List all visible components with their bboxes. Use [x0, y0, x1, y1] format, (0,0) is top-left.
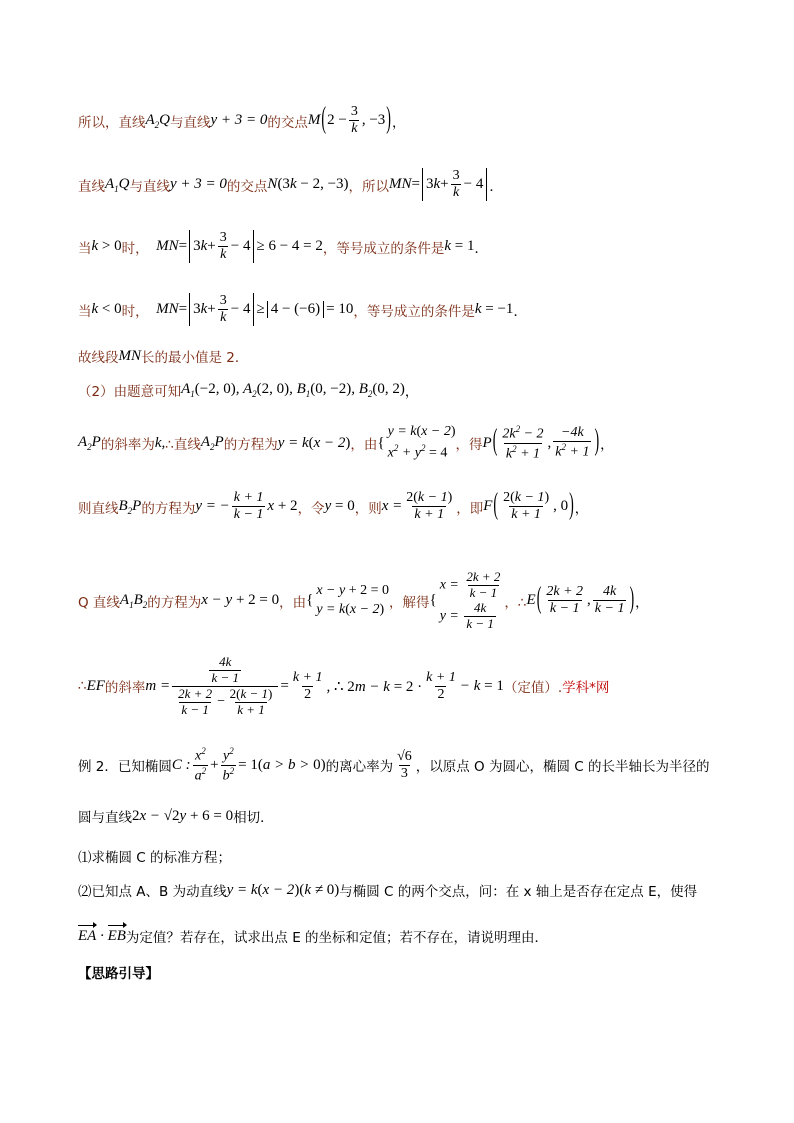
section-heading-guide: 【思路引导】: [78, 966, 159, 982]
question-1: ⑴求椭圆 C 的标准方程；: [78, 850, 232, 866]
solution-line-7: $A_2P$ 的斜率为 k, ∴直线 $A_2P$ 的方程为 y = k(x − 2) ，由 { y = k(x − 2) $x^2 + y^2 = 4$ ，得 P ( $\frac{2k^2 - 2}{k^2 + 1}$ , $\frac{-4k}{k^2 + 1}$ ) ，: [78, 423, 614, 462]
question-2: ⑵已知点 A、B 为动直线 y = k(x − 2)(k ≠ 0) 与椭圆 C 的两个交点，问：在 x 轴上是否存在定点 E，使得: [78, 881, 698, 900]
example-2-line-2: 圆与直线 2x − √2y + 6 = 0 相切．: [78, 807, 274, 826]
question-2-continued: EA · EB 为定值？若存在，试求出点 E 的坐标和定值；若不存在，请说明理由．: [78, 927, 549, 946]
solution-line-5: 故线段 MN 长的最小值是 2．: [78, 347, 249, 366]
solution-line-1: 所以，直线 $A_2Q$ 与直线 y + 3 = 0 的交点 M ( 2 − $\frac{3}{k}$ , −3 ) ，: [78, 102, 406, 137]
solution-line-6: （2）由题意可知 $A_1(-2$, 0), $A_2(2$, 0), $B_1(0$, −2), $B_2(0$, 2) ，: [78, 381, 419, 400]
solution-line-9: Q 直线 $A_1B_2$ 的方程为 x − y + 2 = 0 ，由 { x − y + 2 = 0 y = k(x − 2) ，解得 { x = $\frac{2k + 2}{k - 1}$ y = $\frac{4k}{k - 1}$ ，∴ E ( $\frac{2k + 2}{k - 1}$ , $\frac{4k}{k - 1}$ ) ，: [78, 569, 649, 631]
solution-line-3: 当 k > 0 时， MN = 3 k + $\frac{3}{k}$ − 4 ≥ 6 − 4 = 2 ，等号成立的条件是 k = 1 ．: [78, 230, 489, 263]
solution-line-8: 则直线 $B_2P$ 的方程为 y = − $\frac{k + 1}{k - 1}$ x + 2 ，令 y = 0 ，则 x = $\frac{2(k - 1)}{k + 1}$ ，即 F ( $\frac{2(k - 1)}{k + 1}$ , 0 ) ，: [78, 488, 589, 523]
solution-line-4: 当 k < 0 时， MN = 3 k + $\frac{3}{k}$ − 4 ≥ 4 − (−6) = 10 ，等号成立的条件是 k = −1 ．: [78, 293, 527, 326]
example-2-line-1: 例 2．已知椭圆 C : $\frac{x^2}{a^2}$ + $\frac{y^2}{b^2}$ = 1(a > b > 0) 的离心率为 $\frac{√6}{3}$ ，以原点 O 为圆心，椭圆 C 的长半轴长为半径的: [78, 746, 710, 784]
solution-line-2: 直线 $A_1Q$ 与直线 y + 3 = 0 的交点 N(3k − 2, −3) ，所以 MN = 3 k + $\frac{3}{k}$ − 4 ．: [78, 168, 503, 201]
solution-line-10: ∴ EF 的斜率 m = $\frac{4k}{k - 1}$ $\frac{2k + 2}{k - 1}$ − $\frac{2(k - 1)}{k + 1}$ = $\frac{k + 1}{2}$ , ∴ 2m − k = 2 · $\frac{k + 1}{2}$ − k = 1 （定值）. 学科*网: [78, 654, 610, 717]
